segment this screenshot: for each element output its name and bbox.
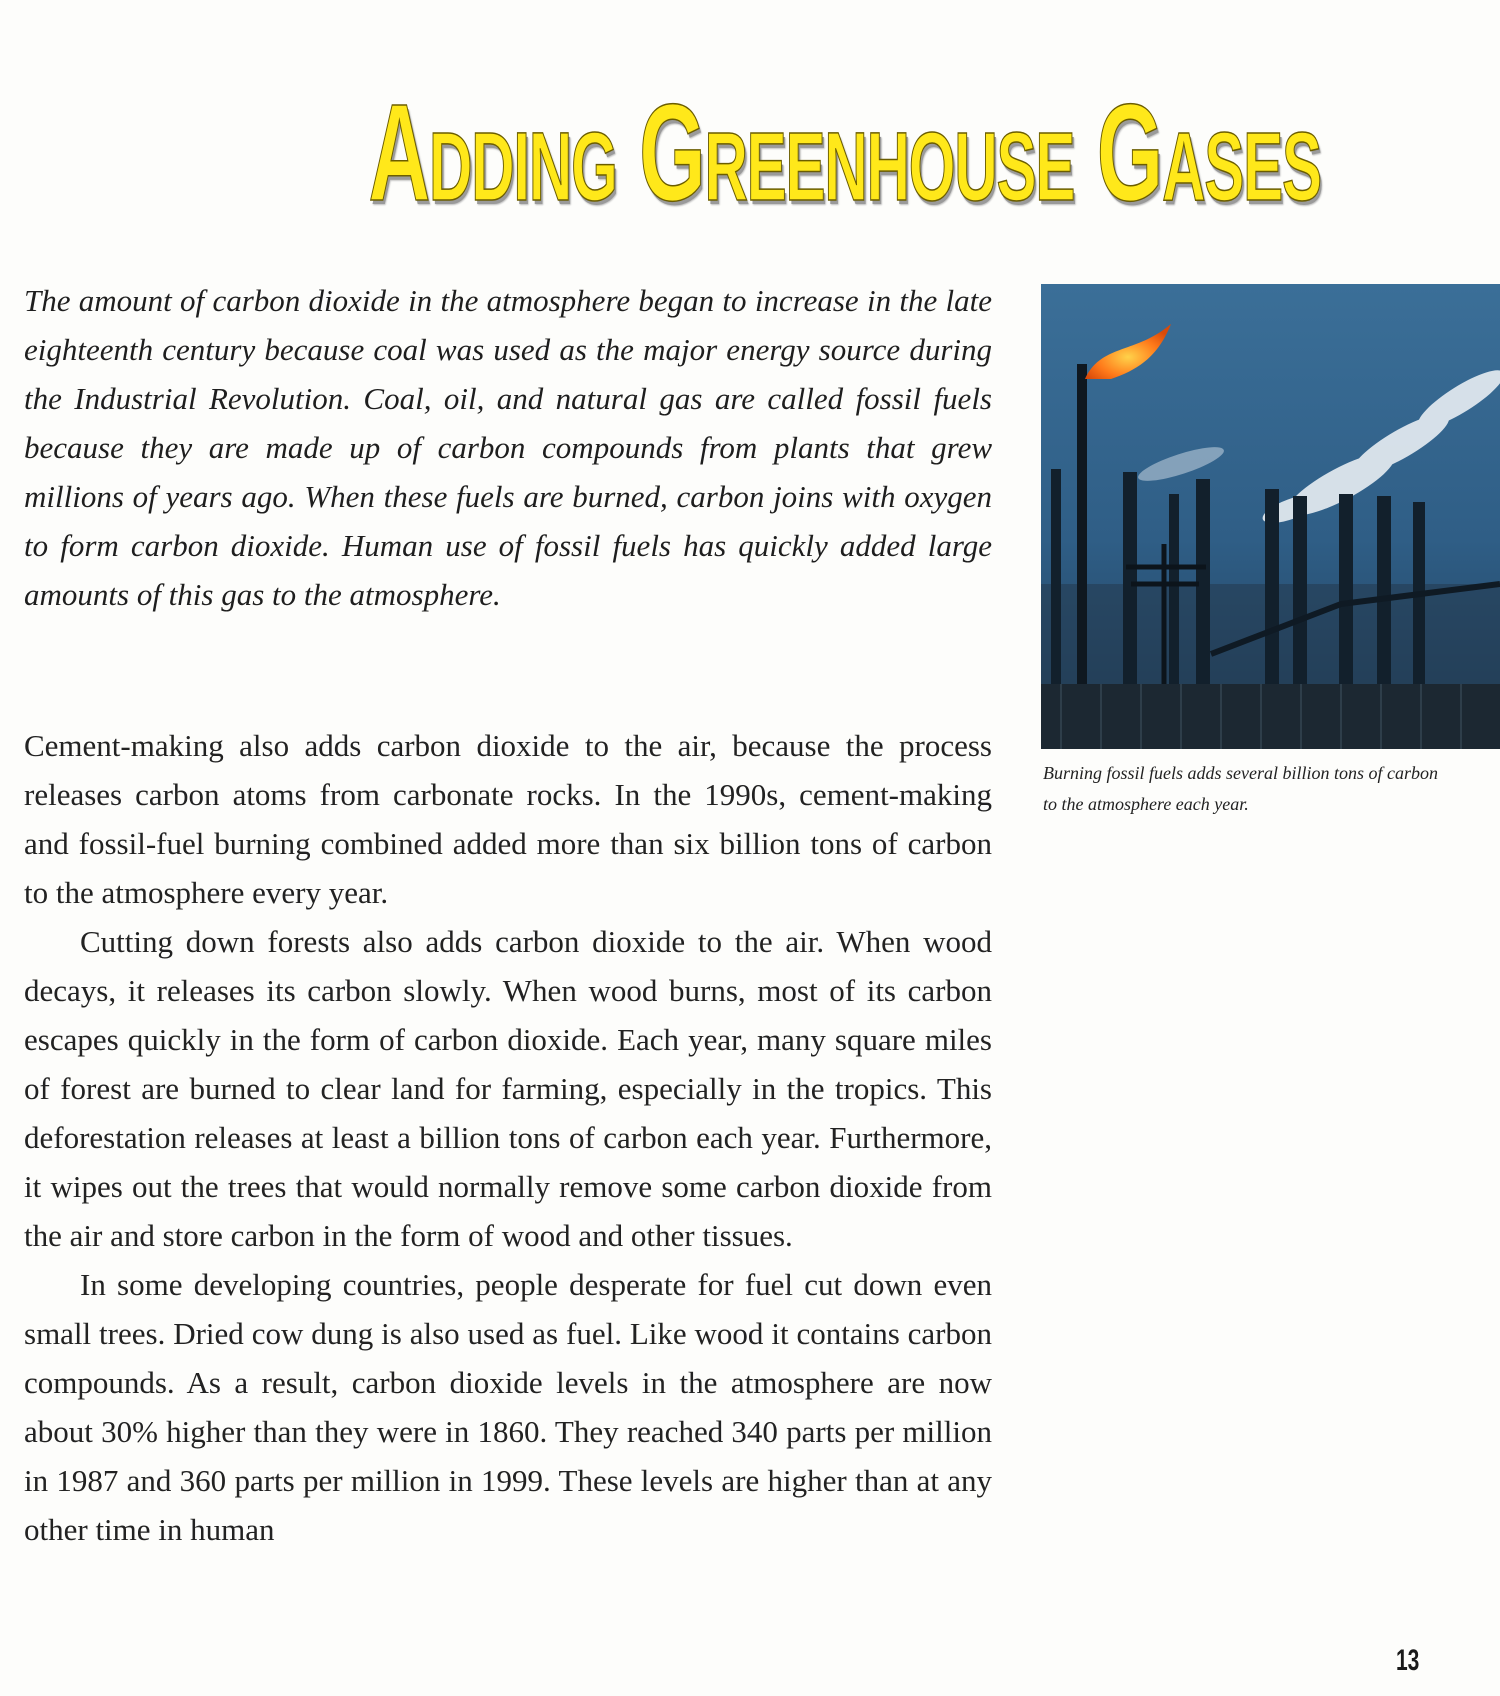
smokestack-photo bbox=[1041, 284, 1500, 749]
body-paragraph-1: Cement-making also adds carbon dioxide to the air, because the process releases carbon atoms from carbonate rocks. In the 1990s, cement-making and fossil-fuel burning combined added more than six billion tons of carbon to the atmosphere every year. bbox=[24, 728, 992, 910]
body-text bbox=[24, 721, 992, 1554]
flare-stack bbox=[1077, 364, 1087, 684]
body-paragraph-3: In some developing countries, people desperate for fuel cut down even small trees. Dried cow dung is also used as fuel. Like wood it contains carbon compounds. As a result, carbon dioxide levels in the atmosphere are now about 30% higher than they were in 1860. They reached 340 parts per million in 1987 and 360 parts per million in 1999. These levels are higher than at any other time in human bbox=[24, 1267, 992, 1547]
fence bbox=[1041, 684, 1500, 749]
photo-caption: Burning fossil fuels adds several billion tons of carbon to the atmosphere each year. bbox=[1043, 763, 1438, 814]
smokestack-photo-illustration bbox=[1041, 284, 1500, 749]
page-number: 13 bbox=[1396, 1644, 1420, 1677]
body-paragraph-2: Cutting down forests also adds carbon dioxide to the air. When wood decays, it releases its carbon slowly. When wood burns, most of its carbon escapes quickly in the form of carbon dioxide. Each year, many square miles of forest are burned to clear land for farming, especially in the tropics. This deforestation releases at least a billion tons of carbon each year. Furthermore, it wipes out the trees that would normally remove some carbon dioxide from the air and store carbon in the form of wood and other tissues. bbox=[24, 924, 992, 1253]
intro-paragraph: The amount of carbon dioxide in the atmosphere began to increase in the late eighteenth century because coal was used as the major energy source during the Industrial Revolution. Coal, oil, and natural gas are called fossil fuels because they are made up of carbon compounds from plants that grew millions of years ago. When these fuels are burned, carbon joins with oxygen to form carbon dioxide. Human use of fossil fuels has quickly added large amounts of this gas to the atmosphere. bbox=[24, 283, 992, 612]
page-title: Adding Greenhouse Gases bbox=[368, 76, 1321, 230]
